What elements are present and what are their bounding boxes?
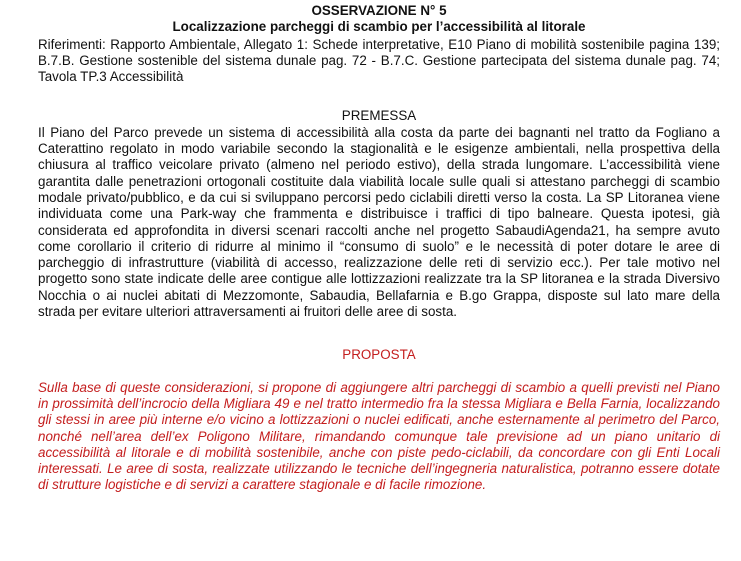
- references-paragraph: Riferimenti: Rapporto Ambientale, Allegato 1: Schede interpretative, E10 Piano di mobilità sostenibile pagina 139; B.7.B. Gestione sostenible del sistema dunale pag. 72 - B.7.C. Gestione partecipata del sistema dunale pag. 74; Tavola TP.3 Accessibilità: [38, 36, 720, 85]
- proposta-body-paragraph: Sulla base di queste considerazioni, si propone di aggiungere altri parcheggi di scambio a quelli previsti nel Piano in prossimità dell’incrocio della Migliara 49 e nel tratto intermedio fra la stessa Migliara e Bella Farnia, localizzando gli stessi in aree più interne e/o vicino a lottizzazioni o nuclei edificati, anche esternamente al perimetro del Parco, nonché nell’area dell’ex Poligono Militare, rimandando comunque tale previsione ad un piano unitario di accessibilità al litorale e di mobilità sostenibile, anche con piste pedo-ciclabili, da concordare con gli Enti Locali interessati. Le aree di sosta, realizzate utilizzando le tecniche dell’ingegneria naturalistica, potranno essere dotate di strutture logistiche e di servizi a carattere stagionale e di facile rimozione.: [38, 379, 720, 493]
- premessa-heading: PREMESSA: [341, 108, 417, 124]
- proposta-heading: PROPOSTA: [342, 347, 416, 363]
- premessa-body-paragraph: Il Piano del Parco prevede un sistema di accessibilità alla costa da parte dei bagnanti nel tratto da Fogliano a Caterattino regolato in modo variabile secondo la stagionalità e le esigenze ambientali, nella prospettiva della chiusura al traffico veicolare privato (almeno nel periodo estivo), della strada lungomare. L’accessibilità viene garantita dalle penetrazioni ortogonali costituite dala viabilità locale sulle quali si attestano parcheggi di scambio modale privato/pubblico, e da cui si sviluppano percorsi pedo ciclabili diretti verso la costa. La SP Litoranea viene individuata come una Park-way che frammenta e distribuisce i traffici di tipo balneare. Questa ipotesi, già considerata ed approfondita in diversi scenari raccolti anche nel progetto SabaudiAgenda21, ha sempre avuto come corollario il criterio di ridurre al minimo il “consumo di suolo” e le necessità di poter dotare le aree di parcheggio di infrastrutture (viabilità di accesso, realizzazione delle reti di servizio ecc.). Per tale motivo nel progetto sono state indicate delle aree contigue alle lottizzazioni realizzate tra la SP litoranea e la strada Diversivo Nocchia o ai nuclei abitati di Mezzomonte, Sabaudia, Bellafarnia e B.go Grappa, disposte sul lato mare della strada per evitare ulteriori attraversamenti ai fruitori delle aree di sosta.: [38, 124, 720, 320]
- document-subtitle: Localizzazione parcheggi di scambio per l’accessibilità al litorale: [172, 19, 586, 35]
- document-title: OSSERVAZIONE N° 5: [311, 3, 447, 18]
